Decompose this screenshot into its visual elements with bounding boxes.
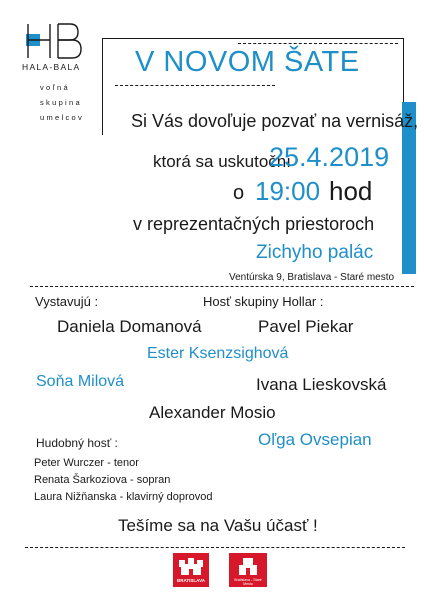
frame-top-line: [102, 38, 403, 39]
artist-ivana: Ivana Lieskovská: [256, 375, 387, 394]
invite-line-1: Si Vás dovoľuje pozvať na vernisáž,: [131, 111, 419, 131]
performer-3: Laura Nižňanska - klavirný doprovod: [34, 491, 213, 503]
hb-logo: [26, 22, 84, 60]
logo-tagline-3: umelcov: [40, 113, 85, 122]
artist-ester: Ester Ksenzsighová: [147, 345, 289, 362]
performer-2: Renata Šarkoziova - sopran: [34, 474, 171, 486]
artist-sona: Soňa Milová: [36, 373, 125, 390]
frame-left-line: [102, 38, 103, 135]
artist-olga: Oľga Ovsepian: [258, 430, 372, 449]
artist-daniela: Daniela Domanová: [57, 317, 202, 336]
venue-intro: v reprezentačných priestoroch: [133, 214, 375, 234]
time-prefix: o: [233, 182, 245, 204]
artist-pavel: Pavel Piekar: [258, 317, 354, 336]
title-dash-top: [238, 43, 398, 44]
venue-name: Zichyho palác: [256, 242, 374, 263]
sponsor-right-label: Bratislava - Staré Mesto: [234, 578, 262, 586]
performer-1: Peter Wurczer - tenor: [34, 457, 139, 469]
frame-right-line: [403, 38, 404, 102]
logo-name: HALA-BALA: [22, 62, 81, 72]
logo-tagline-2: skupina: [40, 98, 82, 107]
invite-line-2: ktorá sa uskutoční: [153, 152, 291, 171]
separator-2: [25, 547, 405, 548]
bratislava-crest-logo: [173, 553, 209, 587]
stare-mesto-crest-logo: [229, 553, 267, 587]
exhibitors-label: Vystavujú :: [35, 294, 99, 309]
closing-text: Tešíme sa na Vašu účasť !: [118, 516, 318, 535]
guest-label: Hosť skupiny Hollar :: [203, 294, 324, 309]
logo-tagline-1: voľná: [40, 83, 70, 92]
sponsor-left-label: BRATISLAVA: [177, 578, 205, 583]
time-suffix: hod: [329, 176, 373, 206]
event-time: 19:00: [255, 176, 321, 206]
music-label: Hudobný hosť :: [36, 436, 118, 450]
artist-alexander: Alexander Mosio: [149, 403, 276, 422]
title-dash-bottom: [115, 85, 275, 86]
venue-address: Ventúrska 9, Bratislava - Staré mesto: [229, 272, 395, 283]
separator-1: [30, 286, 414, 287]
event-date: 25.4.2019: [269, 142, 390, 172]
event-title: V NOVOM ŠATE: [135, 46, 360, 78]
